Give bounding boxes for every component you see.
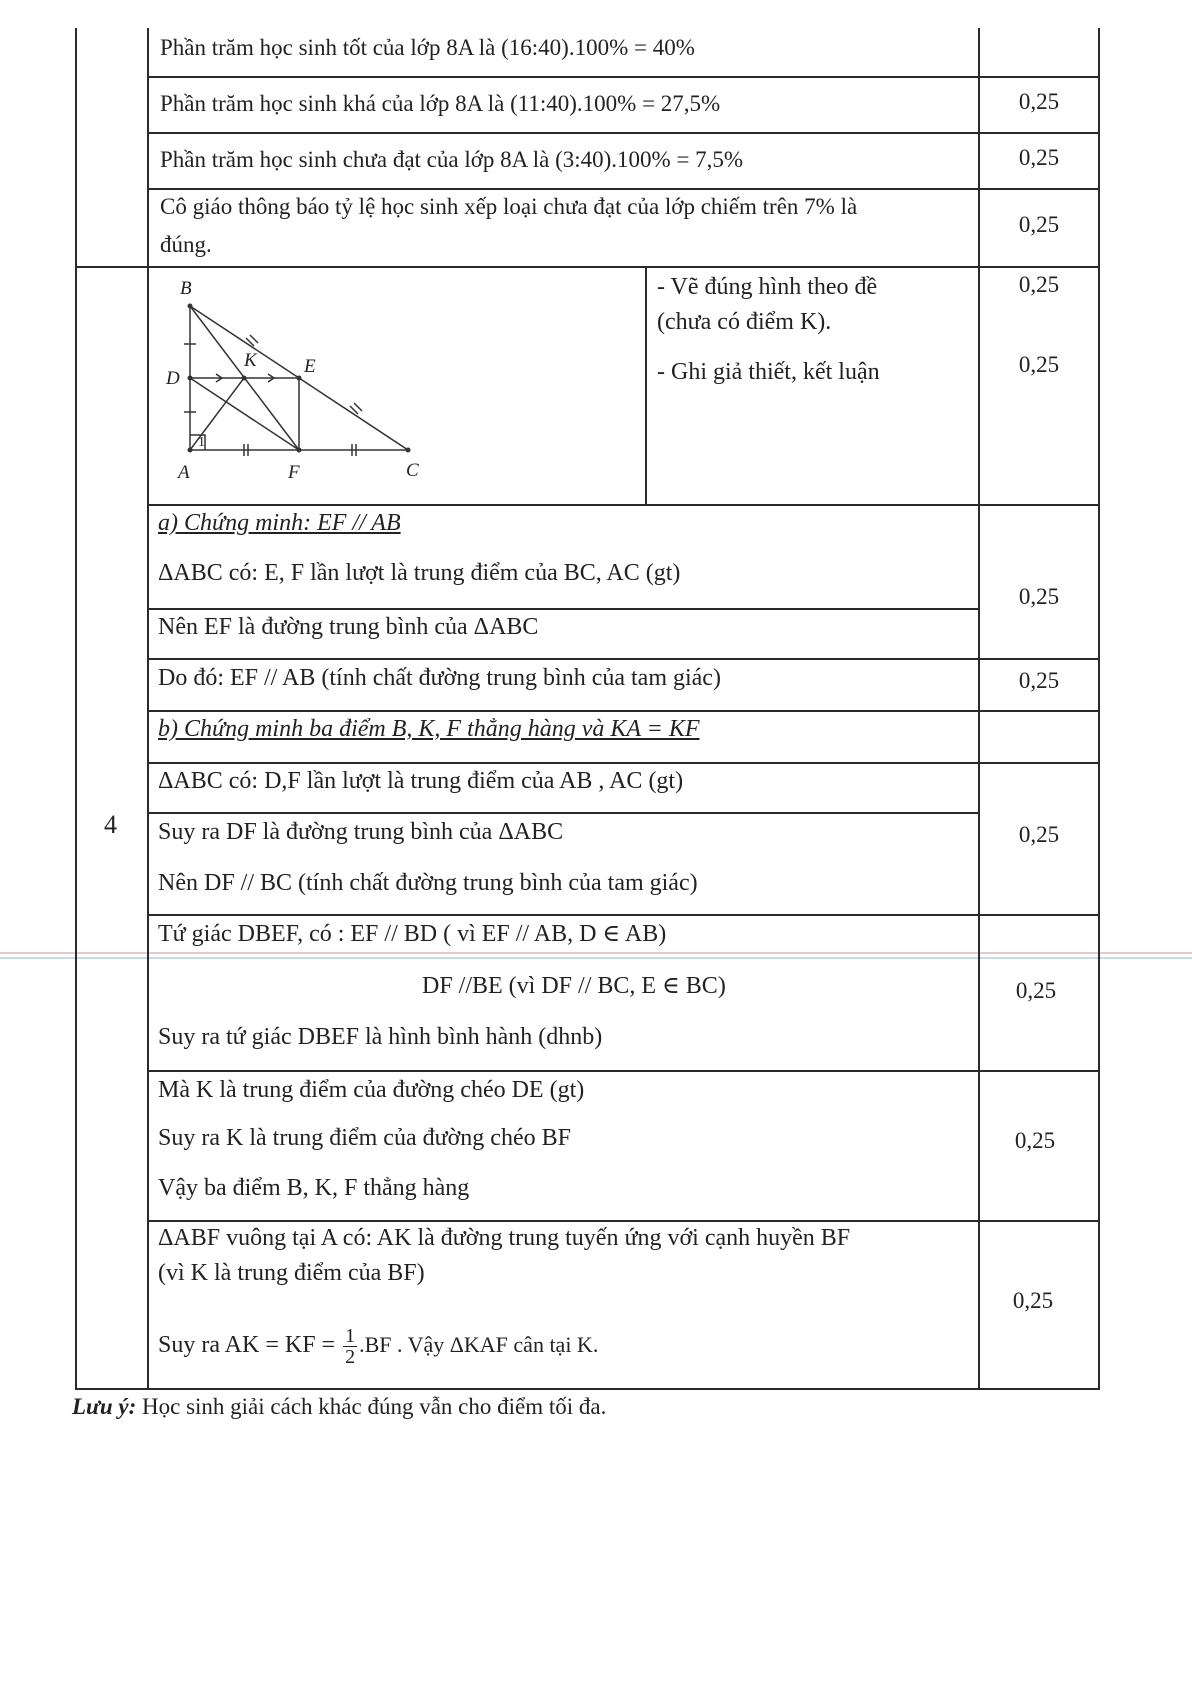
label-A: A [178,462,190,483]
figure-note-draw: - Vẽ đúng hình theo đề [657,274,878,300]
row-fail-percent: Phần trăm học sinh chưa đạt của lớp 8A là (3:40).100% = 7,5% [160,147,744,172]
score-part-a-1: 0,25 [1018,584,1060,609]
scan-artifact-line [0,952,1192,954]
part-b-line10: ΔABF vuông tại A có: AK là đường trung tuyến ứng với cạnh huyền BF [158,1225,851,1251]
row-line [147,76,1098,78]
part-b-line7: Mà K là trung điểm của đường chéo DE (gt) [158,1077,585,1103]
part-b-line1: ΔABC có: D,F lần lượt là trung điểm của AB , AC (gt) [158,768,684,794]
row-line [147,1070,1098,1072]
part-b-line8: Suy ra K là trung điểm của đường chéo BF [158,1125,571,1151]
label-F: F [288,462,300,483]
row-line [147,914,1098,916]
score-part-b-2: 0,25 [1015,978,1057,1003]
label-K: K [244,350,257,371]
score-part-b-4: 0,25 [1012,1288,1054,1313]
part-b-line9: Vậy ba điểm B, K, F thẳng hàng [158,1175,470,1201]
score-part-b-1: 0,25 [1018,822,1060,847]
label-D: D [166,368,180,389]
row-good-percent: Phần trăm học sinh tốt của lớp 8A là (16:40).100% = 40% [160,35,695,60]
score-part-a-2: 0,25 [1018,668,1060,693]
row-line [147,812,978,814]
table-border-score-left [978,28,980,1390]
row-line [147,132,1098,134]
score-part-b-3: 0,25 [1014,1128,1056,1153]
row-line [147,608,978,610]
row-line [75,266,1098,268]
score-row3: 0,25 [1018,145,1060,170]
row-line [147,188,1098,190]
part-a-line1: ΔABC có: E, F lần lượt là trung điểm của BC, AC (gt) [158,560,681,586]
fraction-one-half: $\frac{1}{2}$ [345,1324,356,1368]
scan-artifact-line [0,957,1192,959]
label-B: B [180,278,192,299]
row-line [147,504,1098,506]
row-line [147,710,1098,712]
row-line [147,658,1098,660]
row-line [147,1220,1098,1222]
score-figure: 0,25 [1018,272,1060,297]
table-border-right [1098,28,1100,1390]
question-number: 4 [104,810,117,839]
part-b-line6: Suy ra tứ giác DBEF là hình bình hành (dhnb) [158,1024,603,1050]
table-border-inner-left [147,28,149,1390]
figure-note-draw-detail: (chưa có điểm K). [657,309,832,335]
row-fair-percent: Phần trăm học sinh khá của lớp 8A là (11:40).100% = 27,5% [160,91,721,116]
score-row2: 0,25 [1018,89,1060,114]
row-line [147,762,1098,764]
label-angle: 1 [198,435,205,450]
part-b-line12-end: .BF . Vậy ΔKAF cân tại K. [359,1332,599,1357]
part-b-line12 [158,1320,598,1370]
part-b-line2: Suy ra DF là đường trung bình của ΔABC [158,819,564,845]
row-conclusion-line1: Cô giáo thông báo tỷ lệ học sinh xếp loại chưa đạt của lớp chiếm trên 7% là [160,194,858,219]
part-a-line3: Do đó: EF // AB (tính chất đường trung bình của tam giác) [158,665,721,691]
table-border-bottom [75,1388,1098,1390]
part-a-title: a) Chứng minh: EF // AB [158,510,401,536]
figure-cell-divider [645,268,647,504]
score-hypothesis: 0,25 [1018,352,1060,377]
figure-note-hypothesis: - Ghi giả thiết, kết luận [657,359,880,385]
label-C: C [406,460,419,481]
part-a-line2: Nên EF là đường trung bình của ΔABC [158,614,539,640]
part-b-line11: (vì K là trung điểm của BF) [158,1260,425,1286]
row-conclusion-line2: đúng. [160,232,212,257]
triangle-figure [160,272,460,492]
score-row4: 0,25 [1018,212,1060,237]
part-b-line3: Nên DF // BC (tính chất đường trung bình của tam giác) [158,870,698,896]
part-b-line5: DF //BE (vì DF // BC, E ∈ BC) [422,973,726,999]
footnote [72,1392,606,1422]
footnote-label: Lưu ý: [72,1394,137,1419]
label-E: E [304,356,316,377]
part-b-title: b) Chứng minh ba điểm B, K, F thẳng hàng và KA = KF [158,716,700,742]
table-border-left [75,28,77,1390]
part-b-line4: Tứ giác DBEF, có : EF // BD ( vì EF // AB, D ∈ AB) [158,921,667,947]
footnote-text: Học sinh giải cách khác đúng vẫn cho điểm tối đa. [136,1394,607,1419]
part-b-line12-start: Suy ra AK = KF = [158,1332,342,1358]
